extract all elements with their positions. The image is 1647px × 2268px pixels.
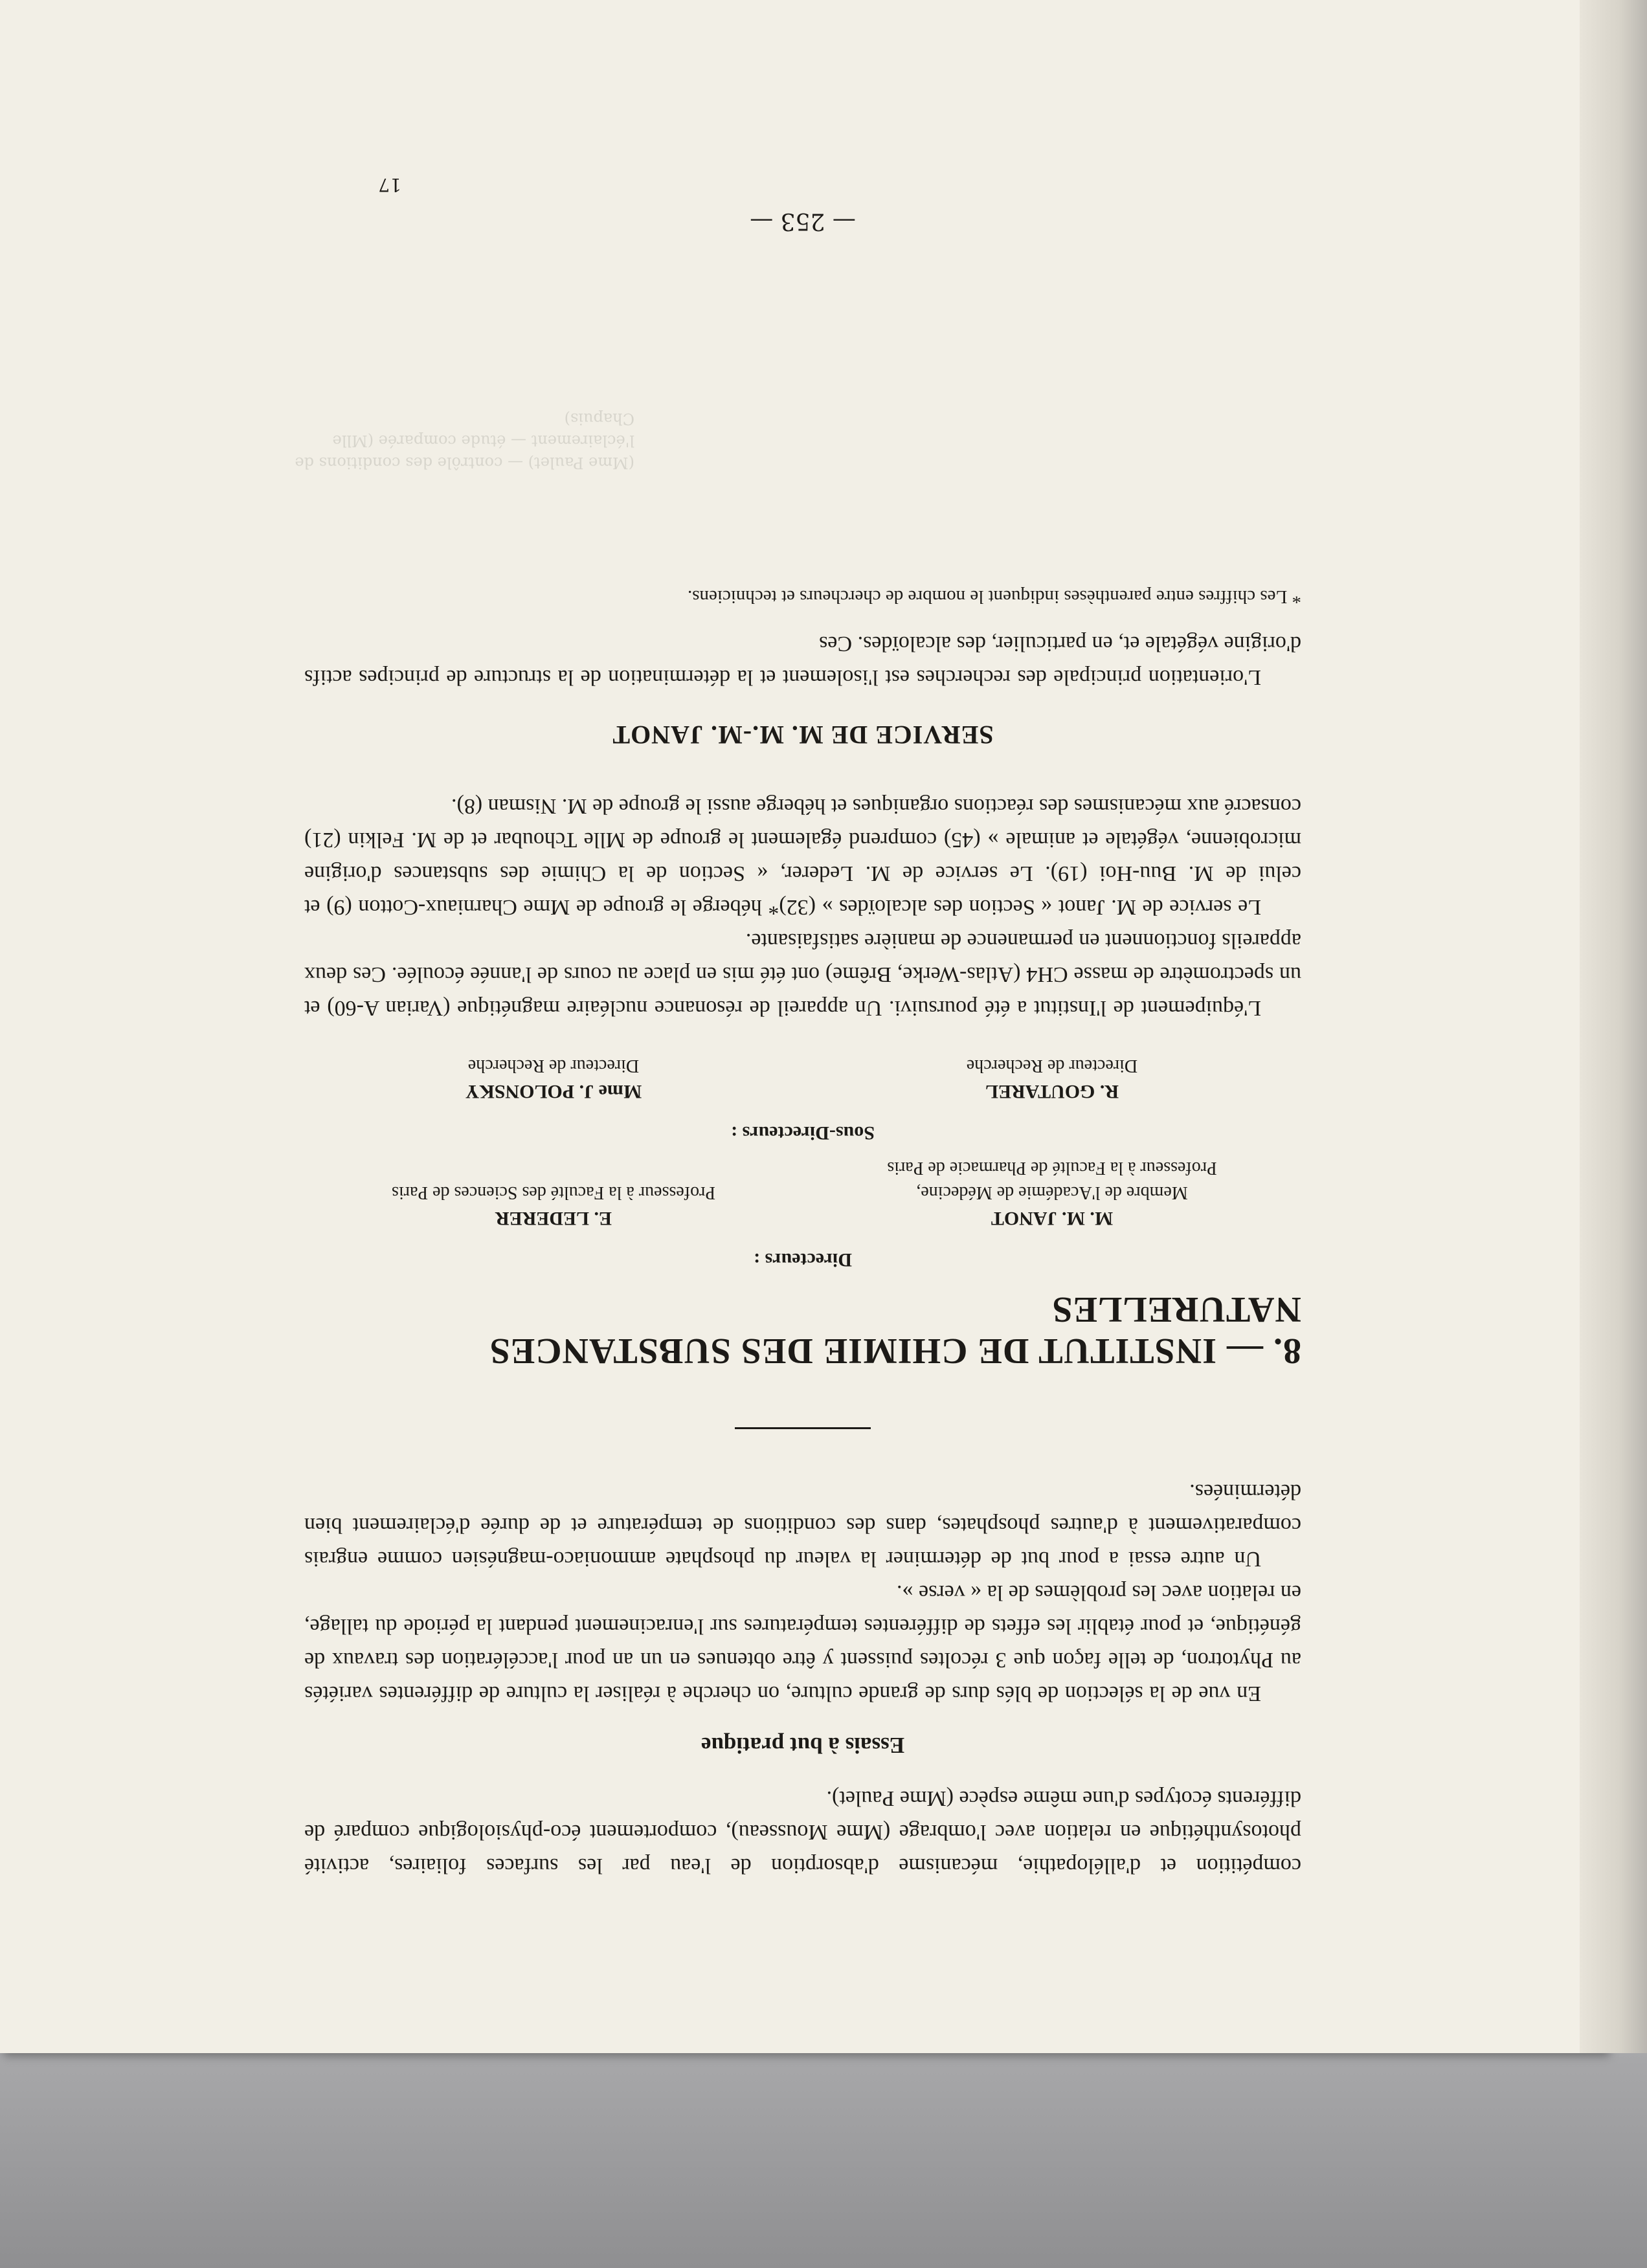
sous-director-title: Directeur de Recherche (966, 1056, 1138, 1076)
director-name: E. LEDERER (495, 1208, 612, 1229)
director-name: M. M. JANOT (991, 1208, 1114, 1229)
text-column (304, 584, 1301, 1882)
director-entry (803, 1155, 1301, 1232)
director-title: Professeur à la Faculté des Sciences de Paris (392, 1183, 715, 1203)
bleed-through-text: (Mme Paulet) — contrôle des conditions de l'éclairement — étude comparée (Mlle Chapuis) (295, 410, 634, 472)
sous-director-entry (304, 1053, 803, 1105)
scanner-backdrop (0, 2052, 1647, 2268)
section-divider (735, 1427, 871, 1429)
equipement-paragraph: L'équipement de l'Institut a été poursuivi. Un appareil de résonance nucléaire magnétique (Varian A-60) et un spectromètre de masse CH4 (Atlas-Werke, Brême) ont été mis en place au cours de l'année écoulée. Ces deux appareils fonctionnent en permanence de manière satisfaisante. (304, 929, 1301, 1020)
directors-label: Directeurs : (754, 1249, 852, 1271)
director-entry (304, 1155, 803, 1232)
sous-director-title: Directeur de Recherche (467, 1056, 640, 1076)
director-title: Professeur à la Faculté de Pharmacie de Paris (887, 1158, 1217, 1178)
sous-director-name: R. GOUTAREL (985, 1081, 1119, 1102)
directors-list (304, 1155, 1301, 1232)
institute-title: 8. — INSTITUT DE CHIMIE DES SUBSTANCES NATURELLES (489, 1289, 1301, 1371)
sous-directors-label: Sous-Directeurs : (731, 1122, 875, 1144)
orientation-paragraph: L'orientation principale des recherches est l'isolement et la détermination de la structure de principes actifs d'origine végétale et, en particulier, des alcaloïdes. Ces (304, 632, 1301, 689)
service-heading: SERVICE DE M. M.-M. JANOT (612, 720, 994, 750)
service-paragraph: Le service de M. Janot « Section des alcaloïdes » (32)* héberge le groupe de Mme Charniaux-Cotton (9) et celui de M. Buu-Hoi (19). Le service de M. Lederer, « Section de la Chimie des substances d'origine microbienne, végétale et animale » (45) comprend également le groupe de Mlle Tchoubar et de M. Felkin (21) consacré aux mécanismes des réactions organiques et héberge aussi le groupe de M. Nisman (8). (304, 794, 1301, 919)
sous-director-entry (803, 1053, 1301, 1105)
essais-paragraph-1: En vue de la sélection de blés durs de grande culture, on cherche à réaliser la culture de différentes variétés au Phytotron, de telle façon que 3 récoltes puissent y être obtenues en un an pour l'accélération des travaux de génétique, et pour établir les effets de différentes températures sur l'enracinement pendant la période du tallage, en relation avec les problèmes de la « verse ». (304, 1581, 1301, 1706)
director-title: Membre de l'Académie de Médecine, (916, 1183, 1188, 1203)
sous-directors-list (304, 1053, 1301, 1105)
essais-paragraph-2: Un autre essai a pour but de déterminer la valeur du phosphate ammoniaco-magnésien comme engrais comparativement à d'autres phosphates, dans des conditions de température et de durée d'éclairement bien déterminées. (304, 1480, 1301, 1571)
page-number: — 253 — (750, 208, 856, 234)
sheet-number: 17 (378, 174, 401, 195)
continued-paragraph: compétition et d'allélopathie, mécanisme d'absorption de l'eau par les surfaces foliaires, activité photosynthétique en relation avec l'ombrage (Mme Mousseau), comportement éco-physiologique comparé de différents écotypes d'une même espèce (Mme Paulet). (304, 1786, 1301, 1878)
footnote: * Les chiffres entre parenthèses indiquent le nombre de chercheurs et techniciens. (687, 586, 1301, 607)
essais-heading: Essais à but pratique (700, 1733, 905, 1758)
sous-director-name: Mme J. POLONSKY (465, 1081, 642, 1102)
